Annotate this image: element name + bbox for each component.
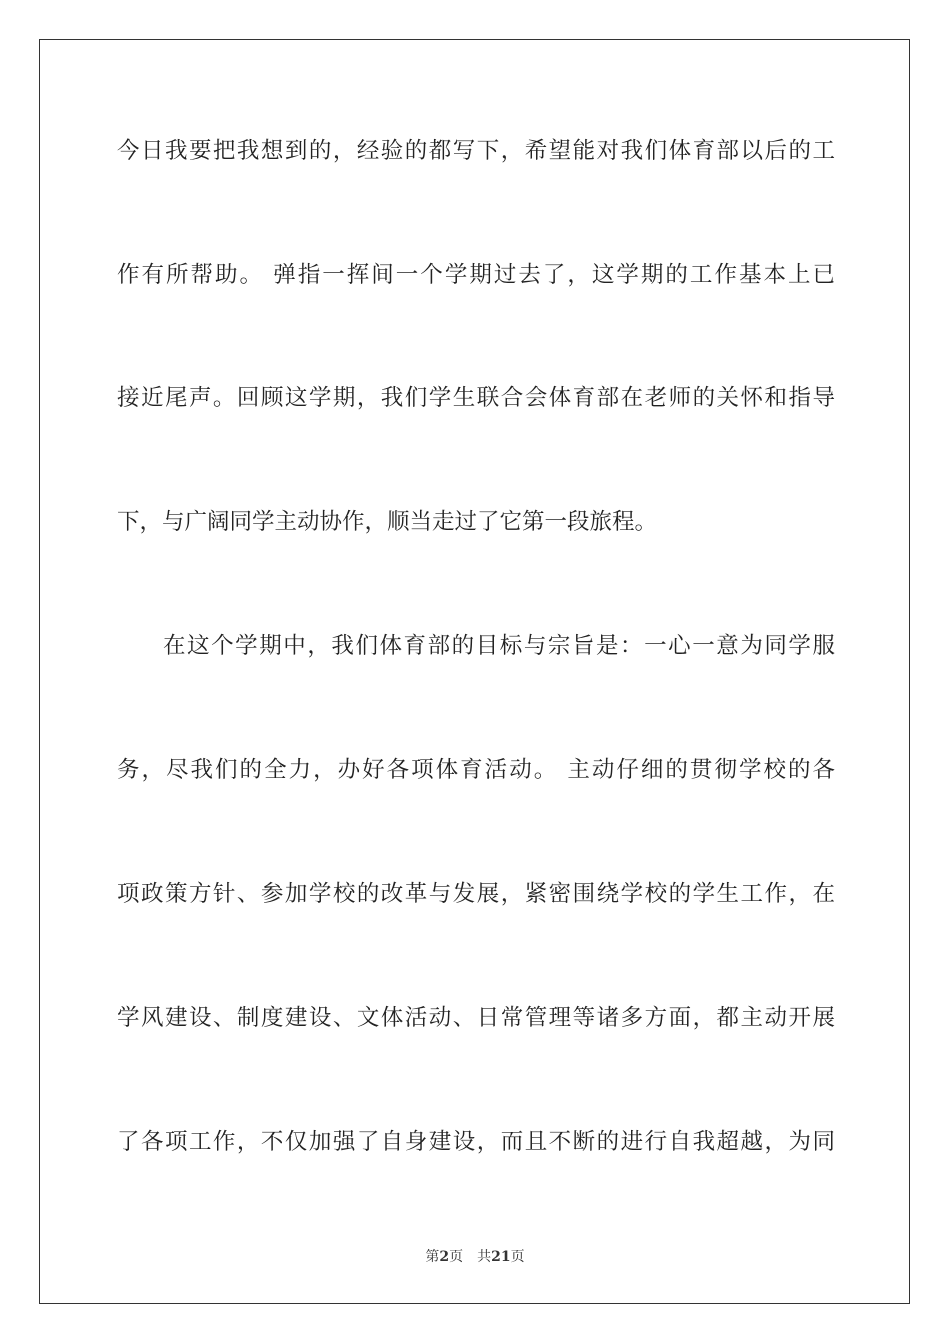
total-pages: 21 — [491, 1249, 511, 1265]
page-number: 2 — [439, 1249, 450, 1265]
total-prefix: 共 — [477, 1249, 492, 1265]
body-text-line: 了各项工作，不仅加强了自身建设，而且不断的进行自我超越，为同 — [117, 1129, 835, 1155]
paragraph-first-line: 在这个学期中，我们体育部的目标与宗旨是：一心一意为同学服 — [163, 633, 835, 659]
page-prefix: 第 — [425, 1249, 440, 1265]
body-text-line: 作有所帮助。 弹指一挥间一个学期过去了，这学期的工作基本上已 — [117, 262, 835, 288]
body-text-line: 学风建设、制度建设、文体活动、日常管理等诸多方面，都主动开展 — [117, 1005, 835, 1031]
page-footer — [0, 1248, 950, 1266]
page-suffix: 页 — [449, 1249, 464, 1265]
body-text-line: 项政策方针、参加学校的改革与发展，紧密围绕学校的学生工作，在 — [117, 881, 835, 907]
body-text-line: 接近尾声。回顾这学期，我们学生联合会体育部在老师的关怀和指导 — [117, 385, 835, 411]
body-text-line: 下，与广阔同学主动协作，顺当走过了它第一段旅程。 — [117, 509, 658, 535]
page-border — [39, 39, 910, 1304]
body-text-line: 务，尽我们的全力，办好各项体育活动。 主动仔细的贯彻学校的各 — [117, 757, 835, 783]
total-suffix: 页 — [510, 1249, 525, 1265]
body-text-line: 今日我要把我想到的，经验的都写下，希望能对我们体育部以后的工 — [117, 138, 835, 164]
